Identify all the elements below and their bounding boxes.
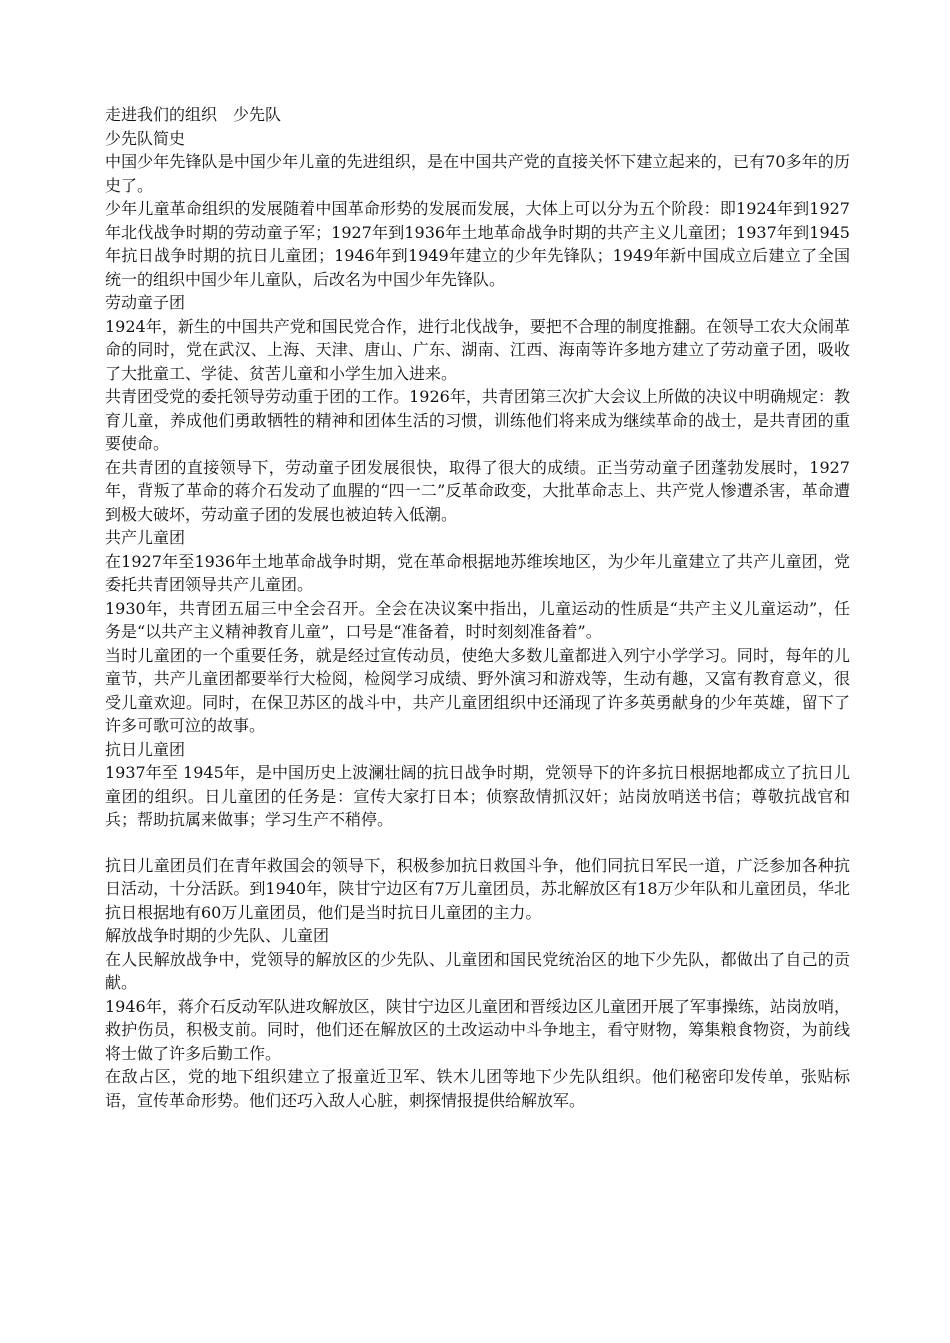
document-subtitle: 少先队简史 — [105, 128, 186, 148]
section1-paragraph-3: 在共青团的直接领导下，劳动童子团发展很快，取得了很大的成绩。正当劳动童子团蓬勃发展时，1927年，背叛了革命的蒋介石发动了血腥的“四一二”反革命政变，大批革命志上、共产党人惨遭杀害，革命遭到极大破坏，劳动童子团的发展也被迫转入低潮。 — [105, 457, 850, 524]
section2-paragraph-3: 当时儿童团的一个重要任务，就是经过宣传动员，使绝大多数儿童都进入列宁小学学习。同时，每年的儿童节，共产儿童团都要举行大检阅，检阅学习成绩、野外演习和游戏等，生动有趣，又富有教育意义，很受儿童欢迎。同时，在保卫苏区的战斗中，共产儿童团组织中还涌现了许多英勇献身的少年英雄，留下了许多可歌可泣的故事。 — [105, 645, 850, 735]
intro-paragraph-2: 少年儿童革命组织的发展随着中国革命形势的发展而发展，大体上可以分为五个阶段：即1924年到1927年北伐战争时期的劳动童子军；1927年到1936年土地革命战争时期的共产主义儿童团；1937年到1945年抗日战争时期的抗日儿童团；1946年到1949年建立的少年先锋队；1949年新中国成立后建立了全国统一的组织中国少年儿童队，后改名为中国少年先锋队。 — [105, 199, 850, 289]
section-heading-labor-children: 劳动童子团 — [105, 293, 186, 312]
section1-paragraph-1: 1924年，新生的中国共产党和国民党合作，进行北伐战争，要把不合理的制度推翻。在领导工农大众闹革命的同时，党在武汉、上海、天津、唐山、广东、湖南、江西、海南等许多地方建立了劳动童子团，吸收了大批童工、学徒、贫苦儿童和小学生加入进来。 — [105, 316, 850, 383]
paragraph-gap — [105, 832, 850, 854]
section3-paragraph-2: 抗日儿童团员们在青年救国会的领导下，积极参加抗日救国斗争，他们同抗日军民一道，广泛参加各种抗日活动，十分活跃。到1940年，陕甘宁边区有7万儿童团员，苏北解放区有18万少年队和儿童团员，华北抗日根据地有60万儿童团员，他们是当时抗日儿童团的主力。 — [105, 855, 850, 922]
section-heading-liberation-war: 解放战争时期的少先队、儿童团 — [105, 926, 330, 945]
section2-paragraph-2: 1930年，共青团五届三中全会召开。全会在决议案中指出，儿童运动的性质是“共产主义儿童运动”，任务是“以共产主义精神教育儿童”，口号是“准备着，时时刻刻准备着”。 — [105, 598, 850, 641]
section1-paragraph-2: 共青团受党的委托领导劳动重于团的工作。1926年，共青团第三次扩大会议上所做的决议中明确规定：教育儿童，养成他们勇敢牺牲的精神和团体生活的习惯，训练他们将来成为继续革命的战士，是共青团的重要使命。 — [105, 387, 850, 453]
section-heading-communist-children: 共产儿童团 — [105, 528, 186, 547]
section2-paragraph-1: 在1927年至1936年土地革命战争时期，党在革命根据地苏维埃地区，为少年儿童建立了共产儿童团，党委托共青团领导共产儿童团。 — [105, 551, 850, 594]
section4-paragraph-1: 在人民解放战争中，党领导的解放区的少先队、儿童团和国民党统治区的地下少先队，都做出了自己的贡献。 — [105, 949, 850, 992]
section-heading-anti-japanese-children: 抗日儿童团 — [105, 739, 186, 759]
section4-paragraph-3: 在敌占区，党的地下组织建立了报童近卫军、铁木儿团等地下少先队组织。他们秘密印发传单，张贴标语，宣传革命形势。他们还巧入敌人心脏，刺探情报提供给解放军。 — [105, 1067, 850, 1110]
document-title: 走进我们的组织 少先队 — [105, 105, 282, 124]
section4-paragraph-2: 1946年，蒋介石反动军队进攻解放区，陕甘宁边区儿童团和晋绥边区儿童团开展了军事操练，站岗放哨，救护伤员，积极支前。同时，他们还在解放区的土改运动中斗争地主，看守财物，筹集粮食物资，为前线将士做了许多后勤工作。 — [105, 996, 850, 1063]
document-page — [105, 103, 850, 1112]
intro-paragraph-1: 中国少年先锋队是中国少年儿童的先进组织，是在中国共产党的直接关怀下建立起来的，已有70多年的历史了。 — [105, 152, 850, 195]
section3-paragraph-1: 1937年至 1945年，是中国历史上波澜壮阔的抗日战争时期，党领导下的许多抗日根据地都成立了抗日儿童团的组织。日儿童团的任务是：宣传大家打日本；侦察敌情抓汉奸；站岗放哨送书信；尊敬抗战官和兵；帮助抗属来做事；学习生产不稍停。 — [105, 763, 850, 829]
